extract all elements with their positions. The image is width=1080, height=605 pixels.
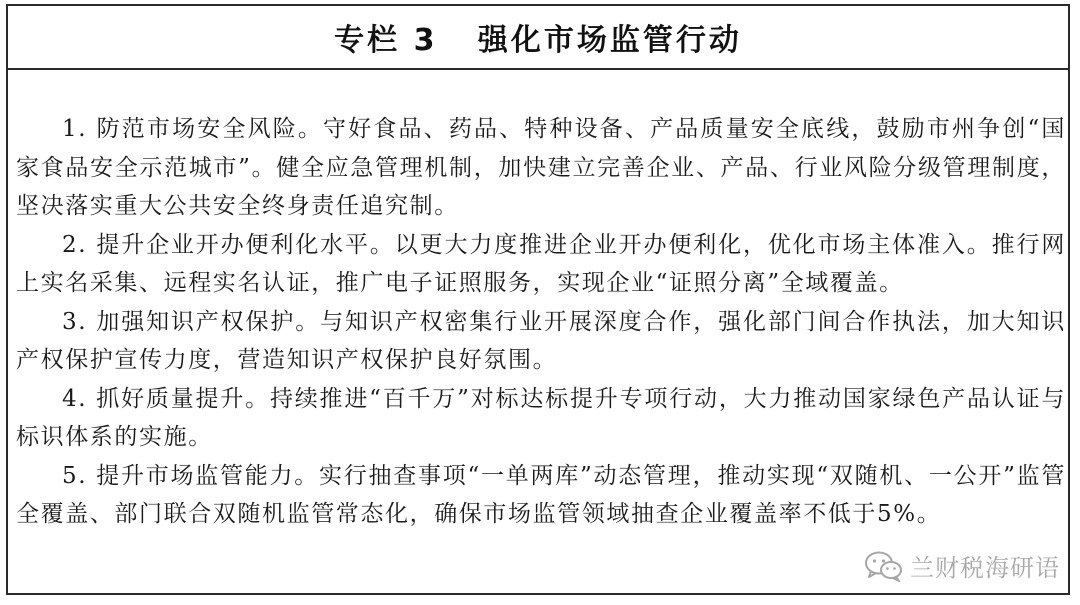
watermark: [864, 548, 1060, 583]
column-content: [16, 110, 1066, 534]
wechat-icon: [864, 550, 904, 582]
column-box: [6, 4, 1070, 595]
title-bar: [8, 6, 1068, 70]
paragraph-1: 1. 防范市场安全风险。守好食品、药品、特种设备、产品质量安全底线，鼓励市州争创“国家食品安全示范城市”。健全应急管理机制，加快建立完善企业、产品、行业风险分级管理制度，坚决落实重大公共安全终身责任追究制。: [16, 116, 1066, 219]
paragraph-4: 4. 抓好质量提升。持续推进“百千万”对标达标提升专项行动，大力推动国家绿色产品认证与标识体系的实施。: [16, 385, 1066, 450]
watermark-text: 兰财税海研语: [910, 554, 1060, 582]
paragraph-2: 2. 提升企业开办便利化水平。以更大力度推进企业开办便利化，优化市场主体准入。推行网上实名采集、远程实名认证，推广电子证照服务，实现企业“证照分离”全域覆盖。: [16, 231, 1066, 296]
paragraph-3: 3. 加强知识产权保护。与知识产权密集行业开展深度合作，强化部门间合作执法，加大知识产权保护宣传力度，营造知识产权保护良好氛围。: [16, 308, 1066, 373]
paragraph-5: 5. 提升市场监管能力。实行抽查事项“一单两库”动态管理，推动实现“双随机、一公开”监管全覆盖、部门联合双随机监管常态化，确保市场监管领域抽查企业覆盖率不低于5%。: [16, 462, 1066, 527]
column-title: 专栏 3 强化市场监管行动: [334, 23, 742, 58]
